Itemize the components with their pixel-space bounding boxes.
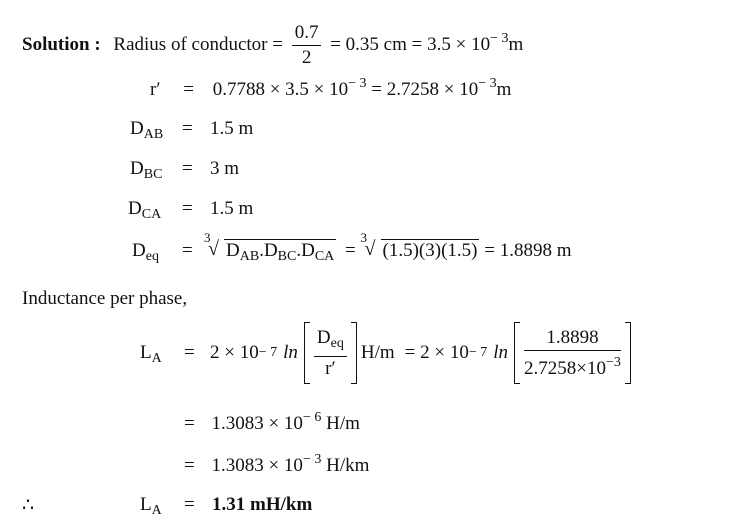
equals-sign: = bbox=[184, 494, 195, 515]
cube-root-numeric: 3 √ (1.5)(3)(1.5) bbox=[360, 230, 478, 261]
left-bracket bbox=[304, 322, 310, 384]
solution-line bbox=[22, 22, 523, 69]
gmr-result: = 2.7258 × 10 bbox=[371, 79, 479, 100]
radius-fraction-numerator: 0.7 bbox=[292, 22, 322, 46]
dbc-symbol: $D_{BC}$ bbox=[130, 158, 163, 182]
final-answer-line bbox=[22, 494, 622, 517]
deq-symbol: $D_{eq}$ bbox=[132, 240, 159, 264]
left-bracket bbox=[514, 322, 520, 384]
equals-sign: = bbox=[182, 240, 193, 261]
result-hkm-value: 1.3083 × 10 bbox=[211, 455, 303, 476]
radius-exponent: − 3 bbox=[490, 30, 509, 46]
radius-value: = 0.35 cm = 3.5 × 10 bbox=[330, 33, 491, 55]
root-sign-icon: √ bbox=[364, 238, 376, 260]
therefore-symbol: ∴ bbox=[22, 495, 35, 516]
dca-value: 1.5 m bbox=[210, 198, 254, 219]
deq-result: = 1.8898 m bbox=[484, 240, 572, 261]
result-hm-value: 1.3083 × 10 bbox=[211, 413, 303, 434]
deq-formula: 3 √ $D_{AB}.D_{BC}.D_{CA}$ = 3 √ (1.5)(3)(1.5) = 1.8898 m bbox=[204, 230, 572, 264]
la-symbol: $L_A$ bbox=[140, 342, 162, 366]
equals-sign: = bbox=[184, 455, 195, 476]
root-sign-icon: √ bbox=[208, 238, 219, 260]
dbc-value: 3 m bbox=[210, 158, 240, 179]
la-expression: 2 × 10 − 7 ln $\frac{D_{eq}}{r'}$ H/m = 2 × 10 − 7 ln $\frac{1.8898}{2.7258\times 10^{-3}}$ bbox=[210, 318, 631, 388]
equals-sign: = bbox=[183, 79, 194, 100]
dab-line bbox=[130, 118, 254, 143]
radius-unit: m bbox=[508, 33, 524, 55]
result-hkm-line: = $1.3083 \times 10^{- 3}$ H/km bbox=[184, 452, 370, 476]
radius-label: Radius of conductor = bbox=[113, 33, 283, 55]
gmr-unit: m bbox=[496, 79, 512, 100]
dca-symbol: $D_{CA}$ bbox=[128, 198, 162, 222]
gmr-product-exponent: − 3 bbox=[348, 76, 367, 91]
radius-fraction bbox=[292, 22, 322, 69]
deq-over-r-fraction: $\frac{D_{eq}}{r'}$ bbox=[314, 327, 347, 380]
equals-sign: = bbox=[182, 158, 193, 179]
cube-root-formula: 3 √ $D_{AB}.D_{BC}.D_{CA}$ bbox=[204, 230, 335, 264]
dab-symbol: $D_{AB}$ bbox=[130, 118, 164, 142]
equals-sign: = bbox=[184, 413, 195, 434]
gmr-result-exponent: − 3 bbox=[478, 76, 497, 91]
right-bracket bbox=[625, 322, 631, 384]
equals-sign: = bbox=[184, 342, 195, 363]
numeric-fraction: $\frac{1.8898}{2.7258\times 10^{-3}}$ bbox=[524, 326, 621, 379]
deq-line bbox=[132, 230, 572, 265]
result-hm-unit: H/m bbox=[326, 413, 360, 434]
result-hkm-unit: H/km bbox=[326, 455, 370, 476]
equals-sign: = bbox=[182, 198, 193, 219]
dbc-line bbox=[130, 158, 240, 183]
inductance-heading: Inductance per phase, bbox=[22, 288, 188, 309]
solution-label: Solution : bbox=[22, 33, 101, 55]
gmr-product: 0.7788 × 3.5 × 10 bbox=[212, 79, 349, 100]
gmr-line bbox=[150, 76, 511, 101]
equals-sign: = bbox=[182, 118, 193, 139]
result-hm-line: = $1.3083 \times 10^{- 6}$ H/m bbox=[184, 410, 360, 434]
right-bracket bbox=[351, 322, 357, 384]
radius-fraction-denominator: 2 bbox=[301, 47, 312, 68]
final-answer-value: 1.31 mH/km bbox=[212, 494, 313, 515]
la-final-symbol: $L_A$ bbox=[140, 494, 162, 518]
dab-value: 1.5 m bbox=[210, 118, 254, 139]
dca-line bbox=[128, 198, 254, 223]
gmr-symbol: r′ bbox=[150, 79, 161, 100]
